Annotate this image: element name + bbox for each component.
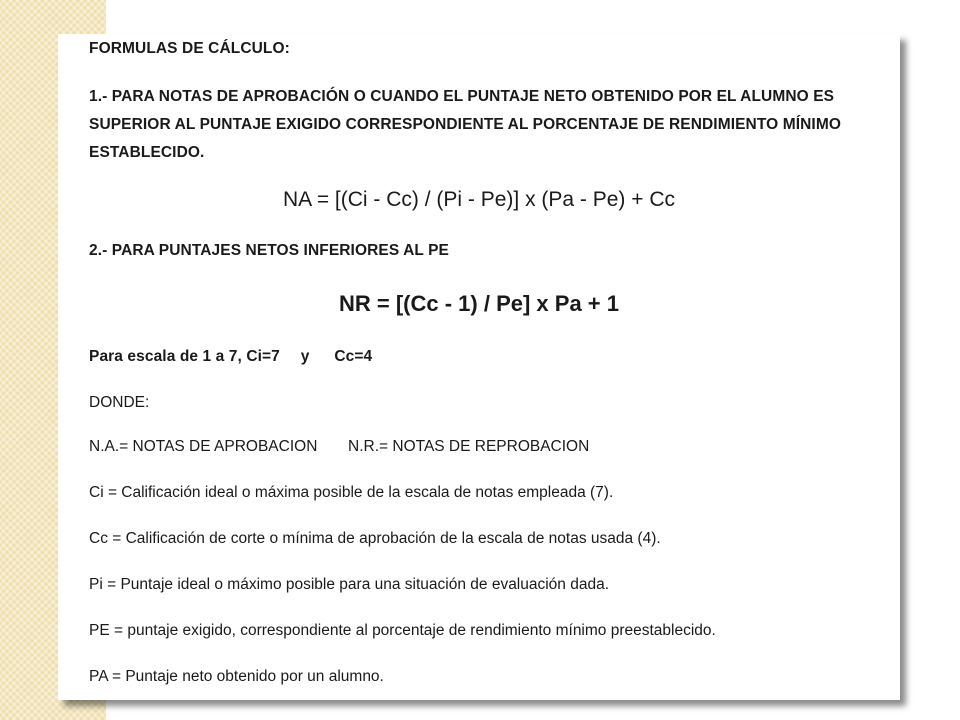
item1-line2: SUPERIOR AL PUNTAJE EXIGIDO CORRESPONDIENTE AL PORCENTAJE DE RENDIMIENTO MÍNIMO	[89, 116, 841, 133]
definition-nr: N.R.= NOTAS DE REPROBACION	[348, 438, 590, 455]
scale-text: Para escala de 1 a 7, Ci=7	[89, 348, 280, 365]
formula-nr: NR = [(Cc - 1) / Pe] x Pa + 1	[339, 291, 619, 316]
donde-label: DONDE:	[89, 394, 150, 411]
item1-line1: 1.- PARA NOTAS DE APROBACIÓN O CUANDO EL PUNTAJE NETO OBTENIDO POR EL ALUMNO ES	[89, 88, 835, 105]
definition-cc: Cc = Calificación de corte o mínima de aprobación de la escala de notas usada (4).	[89, 530, 661, 547]
item1-line3: ESTABLECIDO.	[89, 144, 205, 161]
definition-pa: PA = Puntaje neto obtenido por un alumno.	[89, 668, 384, 685]
item2-heading: 2.- PARA PUNTAJES NETOS INFERIORES AL PE	[89, 242, 449, 259]
formula-na: NA = [(Ci - Cc) / (Pi - Pe)] x (Pa - Pe) + Cc	[282, 188, 676, 211]
definition-ci: Ci = Calificación ideal o máxima posible de la escala de notas empleada (7).	[89, 484, 614, 501]
definition-pe: PE = puntaje exigido, correspondiente al porcentaje de rendimiento mínimo preestablecido.	[89, 622, 716, 639]
scale-line	[89, 348, 372, 366]
scale-connector: y	[300, 348, 310, 365]
definition-pi: Pi = Puntaje ideal o máximo posible para una situación de evaluación dada.	[89, 576, 610, 593]
definition-na: N.A.= NOTAS DE APROBACION	[89, 438, 318, 455]
document-page	[58, 34, 900, 700]
heading: FORMULAS DE CÁLCULO:	[89, 40, 290, 57]
scale-cc: Cc=4	[334, 348, 373, 365]
definitions-na-nr	[89, 438, 589, 456]
